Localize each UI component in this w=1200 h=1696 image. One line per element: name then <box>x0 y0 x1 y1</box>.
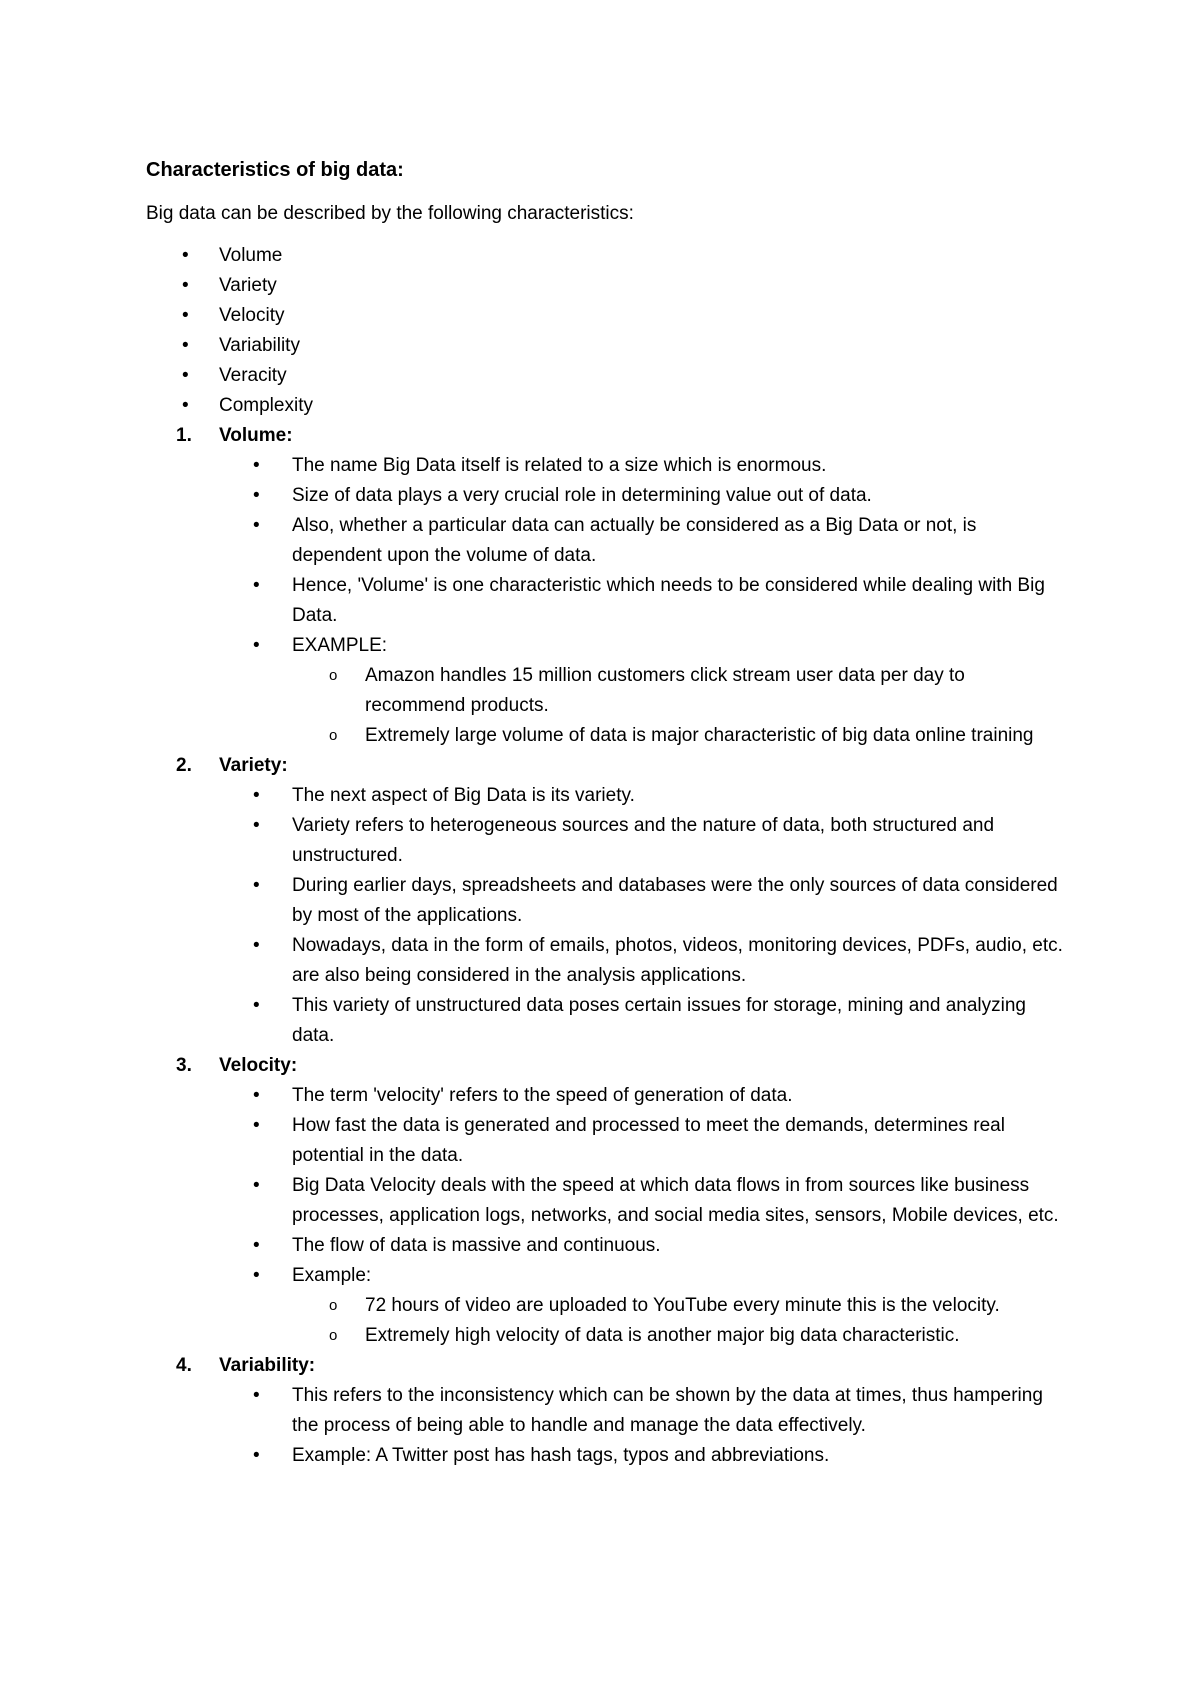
bullet-icon: • <box>253 575 260 596</box>
bullet-icon: • <box>253 455 260 476</box>
bullet-icon: • <box>253 1175 260 1196</box>
bullet-icon: • <box>182 365 189 386</box>
bullet-icon: • <box>182 305 189 326</box>
section-heading: 4. Variability: <box>146 1351 1066 1381</box>
bullet-icon: • <box>253 1085 260 1106</box>
circle-bullet-icon: o <box>329 727 338 744</box>
list-item: • Complexity <box>146 391 1066 421</box>
list-item: o Amazon handles 15 million customers click stream user data per day to recommend products. <box>292 661 1066 721</box>
list-item: • The next aspect of Big Data is its variety. <box>146 781 1066 811</box>
circle-bullet-icon: o <box>329 1297 338 1314</box>
list-item: • This variety of unstructured data poses certain issues for storage, mining and analyzing data. <box>146 991 1066 1051</box>
list-item: • Big Data Velocity deals with the speed at which data flows in from sources like business processes, application logs, networks, and social media sites, sensors, Mobile devices, etc. <box>146 1171 1066 1231</box>
bullet-icon: • <box>253 1115 260 1136</box>
section-heading: 2. Variety: <box>146 751 1066 781</box>
bullet-icon: • <box>253 785 260 806</box>
list-item: o Extremely high velocity of data is another major big data characteristic. <box>292 1321 1066 1351</box>
list-item: • Variability <box>146 331 1066 361</box>
section-volume <box>146 421 1066 751</box>
bullet-icon: • <box>182 335 189 356</box>
point-list <box>146 1081 1066 1351</box>
list-item: • Hence, 'Volume' is one characteristic which needs to be considered while dealing with Big Data. <box>146 571 1066 631</box>
section-number: 2. <box>176 755 192 776</box>
sub-point-list <box>292 1291 1066 1351</box>
list-item: • How fast the data is generated and processed to meet the demands, determines real potential in the data. <box>146 1111 1066 1171</box>
list-item: • EXAMPLE: o Amazon handles 15 million customers click stream user data per day to recommend products. o Extremely large volume of data is major characteristic of big data online training <box>146 631 1066 751</box>
list-item: • This refers to the inconsistency which can be shown by the data at times, thus hampering the process of being able to handle and manage the data effectively. <box>146 1381 1066 1441</box>
circle-bullet-icon: o <box>329 667 338 684</box>
section-number: 4. <box>176 1355 192 1376</box>
list-item: • Example: o 72 hours of video are uploaded to YouTube every minute this is the velocity. o Extremely high velocity of data is another major big data characteristic. <box>146 1261 1066 1351</box>
point-list <box>146 1381 1066 1471</box>
bullet-icon: • <box>253 1235 260 1256</box>
circle-bullet-icon: o <box>329 1327 338 1344</box>
bullet-icon: • <box>253 1385 260 1406</box>
list-item: o Extremely large volume of data is major characteristic of big data online training <box>292 721 1066 751</box>
list-item: • Example: A Twitter post has hash tags, typos and abbreviations. <box>146 1441 1066 1471</box>
bullet-icon: • <box>253 1445 260 1466</box>
page-title: Characteristics of big data: <box>146 159 404 181</box>
list-item: • Veracity <box>146 361 1066 391</box>
list-item: • The term 'velocity' refers to the speed of generation of data. <box>146 1081 1066 1111</box>
bullet-icon: • <box>253 875 260 896</box>
bullet-icon: • <box>253 935 260 956</box>
list-item: • Nowadays, data in the form of emails, photos, videos, monitoring devices, PDFs, audio, etc. are also being considered in the analysis applications. <box>146 931 1066 991</box>
bullet-icon: • <box>182 395 189 416</box>
section-heading: 1. Volume: <box>146 421 1066 451</box>
list-item: • Variety refers to heterogeneous sources and the nature of data, both structured and unstructured. <box>146 811 1066 871</box>
list-item: • Volume <box>146 241 1066 271</box>
point-list <box>146 781 1066 1051</box>
bullet-icon: • <box>253 995 260 1016</box>
bullet-icon: • <box>253 515 260 536</box>
document-content <box>146 155 1066 1471</box>
bullet-icon: • <box>253 815 260 836</box>
list-item: • The flow of data is massive and continuous. <box>146 1231 1066 1261</box>
characteristics-list <box>146 241 1066 421</box>
section-heading: 3. Velocity: <box>146 1051 1066 1081</box>
section-variety <box>146 751 1066 1051</box>
section-number: 1. <box>176 425 192 446</box>
list-item: • During earlier days, spreadsheets and databases were the only sources of data considered by most of the applications. <box>146 871 1066 931</box>
intro-text: Big data can be described by the following characteristics: <box>146 203 634 224</box>
list-item: • Velocity <box>146 301 1066 331</box>
sub-point-list <box>292 661 1066 751</box>
bullet-icon: • <box>182 245 189 266</box>
list-item: o 72 hours of video are uploaded to YouTube every minute this is the velocity. <box>292 1291 1066 1321</box>
list-item: • Variety <box>146 271 1066 301</box>
list-item: • Also, whether a particular data can actually be considered as a Big Data or not, is dependent upon the volume of data. <box>146 511 1066 571</box>
list-item: • The name Big Data itself is related to a size which is enormous. <box>146 451 1066 481</box>
section-velocity <box>146 1051 1066 1351</box>
section-number: 3. <box>176 1055 192 1076</box>
section-variability <box>146 1351 1066 1471</box>
bullet-icon: • <box>253 1265 260 1286</box>
bullet-icon: • <box>253 485 260 506</box>
list-item: • Size of data plays a very crucial role in determining value out of data. <box>146 481 1066 511</box>
point-list <box>146 451 1066 751</box>
bullet-icon: • <box>182 275 189 296</box>
bullet-icon: • <box>253 635 260 656</box>
